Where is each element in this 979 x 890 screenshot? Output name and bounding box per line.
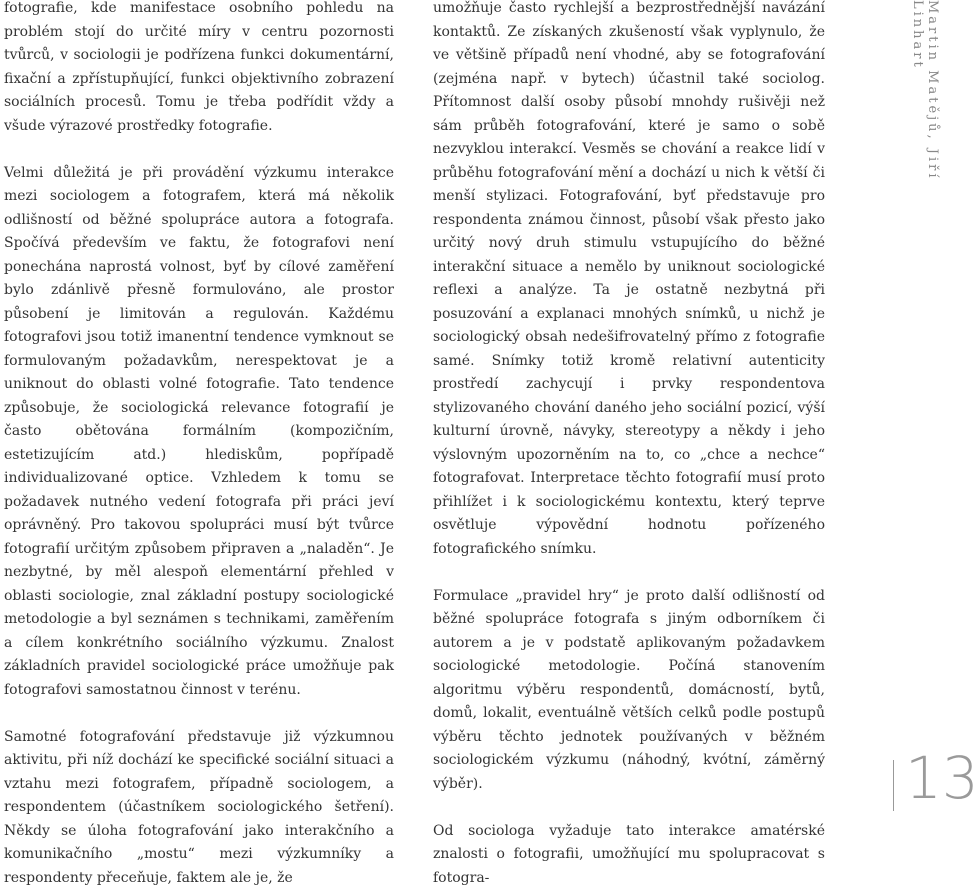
paragraph: fotografie, kde manifestace osobního pohledu na problém stojí do určité míry v centru pozornosti tvůrců, v sociologii je podřízena funkci dokumentární, fixační a zpřístupňující, funkci objektivního zobrazení sociálních procesů. Tomu je třeba podřídit vždy a všude výrazové prostředky fotografie. [4, 0, 394, 138]
page-number-rule [893, 760, 894, 811]
paragraph: Od sociologa vyžaduje tato interakce amatérské znalosti o fotografii, umožňující mu spolupracovat s fotogra- [433, 820, 825, 890]
left-column [4, 0, 394, 890]
running-author-names: Martin Matějů, Jiří Linhart [920, 0, 940, 240]
paragraph-gap [433, 796, 825, 820]
paragraph: Samotné fotografování představuje již výzkumnou aktivitu, při níž dochází ke specifické sociální situaci a vztahu mezi fotografem, případně sociologem, a respondentem (účastníkem sociologického šetření). Někdy se úloha fotografování jako interakčního a komunikačního „mostu“ mezi výzkumníky a respondenty přeceňuje, faktem ale je, že [4, 726, 394, 890]
paragraph: Formulace „pravidel hry“ je proto další odlišností od běžné spolupráce fotografa s jiným odborníkem či autorem a je v podstatě aplikovaným požadavkem sociologické metodologie. Počíná stanovením algoritmu výběru respondentů, domácností, bytů, domů, lokalit, eventuálně větších celků podle postupů výběru těchto jednotek používaných v běžném sociologickém výzkumu (náhodný, kvótní, záměrný výběr). [433, 585, 825, 797]
right-column [433, 0, 825, 890]
page-number: 13 [905, 745, 979, 811]
paragraph: umožňuje často rychlejší a bezprostřednější navázání kontaktů. Ze získaných zkušeností však vyplynulo, že ve většině případů není vhodné, aby se fotografování (zejména např. v bytech) účastnil také sociolog. Přítomnost další osoby působí mnohdy rušivěji než sám průběh fotografování, které je samo o sobě nezvyklou interakcí. Vesměs se chování a reakce lidí v průběhu fotografování mění a dochází u nich k větší či menší stylizaci. Fotografování, byť představuje pro respondenta známou činnost, působí však přesto jako určitý nový druh stimulu vstupujícího do běžné interakční situace a nemělo by uniknout sociologické reflexi a analýze. Ta je ostatně nezbytná při posuzování a explanaci mnohých snímků, u nichž je sociologický obsah nedešifrovatelný přímo z fotografie samé. Snímky totiž kromě relativní autenticity prostředí zachycují i prvky respondentova stylizovaného chování daného jeho sociální pozicí, výší kulturní úrovně, návyky, stereotypy a někdy i jeho výslovným upozorněním na to, co „chce a nechce“ fotografovat. Interpretace těchto fotografií musí proto přihlížet i k sociologickému kontextu, který teprve osvětluje výpovědní hodnotu pořízeného fotografického snímku. [433, 0, 825, 561]
paragraph-gap [4, 138, 394, 162]
paragraph-gap [433, 561, 825, 585]
paragraph: Velmi důležitá je při provádění výzkumu interakce mezi sociologem a fotografem, která má několik odlišností od běžné spolupráce autora a fotografa. Spočívá především ve faktu, že fotografovi není ponechána naprostá volnost, byť by cílové zaměření bylo zdánlivě přesně formulováno, ale prostor působení je limitován a regulován. Každému fotografovi jsou totiž imanentní tendence vymknout se formulovaným požadavkům, nerespektovat je a uniknout do oblasti volné fotografie. Tato tendence způsobuje, že sociologická relevance fotografií je často obětována formálním (kompozičním, estetizujícím atd.) hlediskům, popřípadě individualizované optice. Vzhledem k tomu se požadavek nutného vedení fotografa při práci jeví oprávněný. Pro takovou spolupráci musí být tvůrce fotografií určitým způsobem připraven a „naladěn“. Je nezbytné, by měl alespoň elementární přehled v oblasti sociologie, znal základní postupy sociologické metodologie a byl seznámen s technikami, zaměřením a cílem konkrétního sociálního výzkumu. Znalost základních pravidel sociologické práce umožňuje pak fotografovi samostatnou činnost v terénu. [4, 162, 394, 703]
paragraph-gap [4, 702, 394, 726]
